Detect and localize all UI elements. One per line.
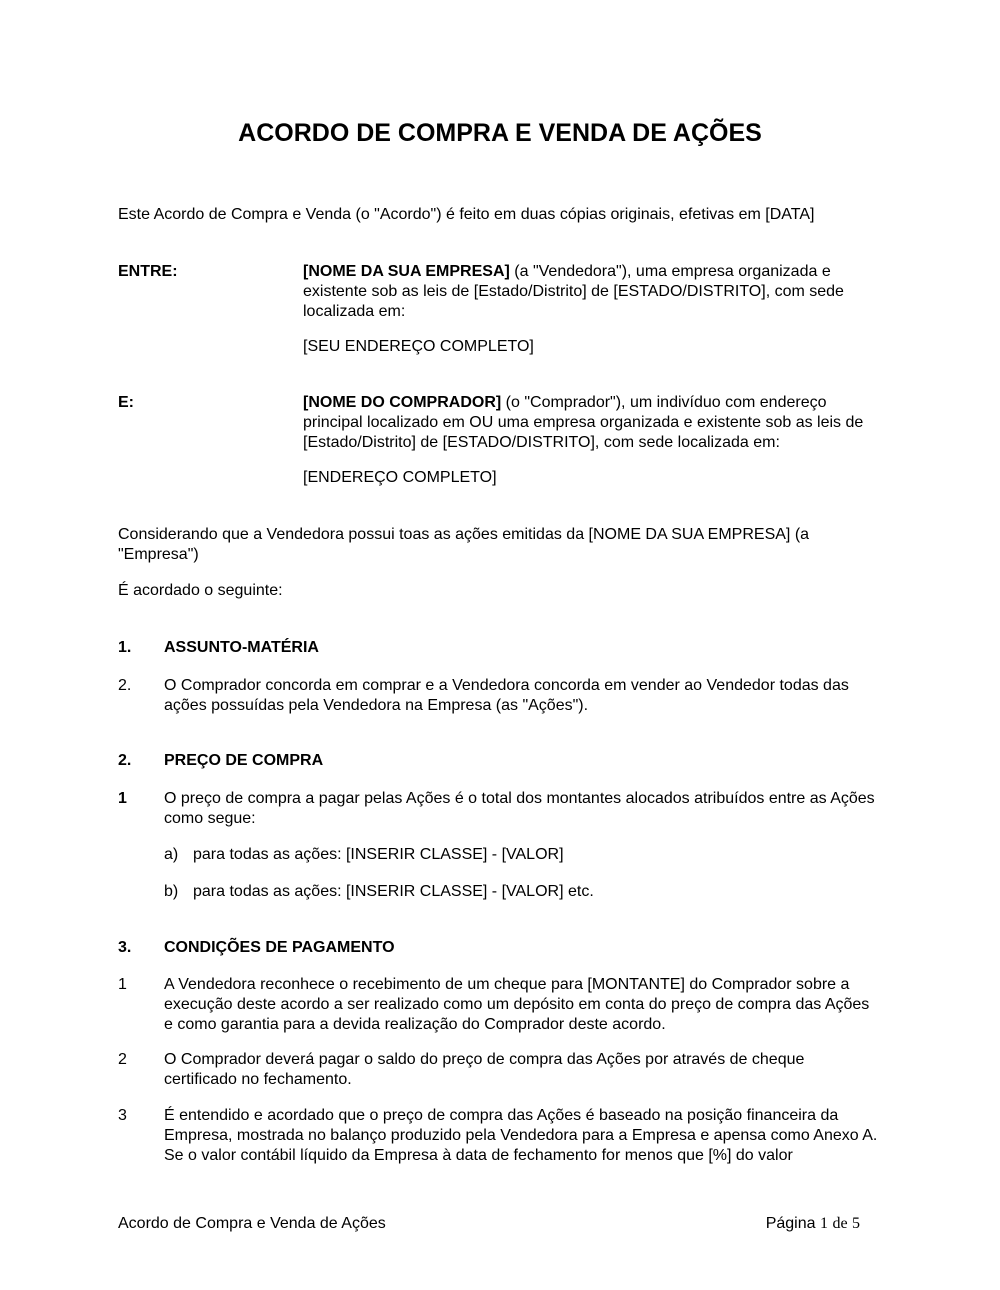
footer-page-label: Página <box>765 1215 816 1232</box>
section3-item2-text: O Comprador deverá pagar o saldo do preço de compra das Ações por através de cheque certificado no fechamento. <box>164 1051 805 1088</box>
section1-heading: ASSUNTO-MATÉRIA <box>164 639 319 656</box>
section2-number: 2. <box>118 752 132 769</box>
section1-number: 1. <box>118 639 132 656</box>
section2-sub-b-text: para todas as ações: [INSERIR CLASSE] - [VALOR] etc. <box>193 883 594 900</box>
party1-description <box>303 262 883 322</box>
footer-page-number <box>766 1214 860 1234</box>
section3-number: 3. <box>118 939 132 956</box>
section1-item-number: 2. <box>118 677 132 694</box>
section2-sub-a-text: para todas as ações: [INSERIR CLASSE] - [VALOR] <box>193 846 564 863</box>
document-title: ACORDO DE COMPRA E VENDA DE AÇÕES <box>238 119 762 147</box>
section3-item2-number: 2 <box>118 1051 127 1068</box>
party2-name: [NOME DO COMPRADOR] <box>303 394 502 411</box>
section3-item3-text: É entendido e acordado que o preço de compra das Ações é baseado na posição financeira da Empresa, mostrada no balanço produzido pela Vendedora para a Empresa e apensa como Anexo A. Se o valor contábil líquido da Empresa à data de fechamento for menos que [%] do valor <box>164 1107 878 1164</box>
footer-page-total: 5 <box>852 1215 860 1232</box>
party1-name: [NOME DA SUA EMPRESA] <box>303 263 510 280</box>
party2-text: (o "Comprador"), um indivíduo com endereço principal localizado em OU uma empresa organizada e existente sob as leis de [Estado/Distrito] de [ESTADO/DISTRITO], com sede localizada em: <box>303 394 864 451</box>
section3-item1-text: A Vendedora reconhece o recebimento de um cheque para [MONTANTE] do Comprador sobre a execução deste acordo a ser realizado como um depósito em conta do preço de compra das Ações e como garantia para a devida realização do Comprador deste acordo. <box>164 976 870 1033</box>
section2-item-text: O preço de compra a pagar pelas Ações é o total dos montantes alocados atribuídos entre as Ações como segue: <box>164 790 875 827</box>
section3-item3-number: 3 <box>118 1107 127 1124</box>
section3-heading: CONDIÇÕES DE PAGAMENTO <box>164 939 395 956</box>
party1-text: (a "Vendedora"), uma empresa organizada e existente sob as leis de [Estado/Distrito] de [ESTADO/DISTRITO], com sede localizada em: <box>303 263 844 320</box>
whereas-paragraph: Considerando que a Vendedora possui toas as ações emitidas da [NOME DA SUA EMPRESA] (a "Empresa") <box>118 526 810 563</box>
footer-page-current: 1 <box>819 1215 828 1232</box>
footer-page-of: de <box>832 1215 848 1232</box>
section1-item-text: O Comprador concorda em comprar e a Vendedora concorda em vender ao Vendedor todas das ações possuídas pela Vendedora na Empresa (as "Ações"). <box>164 677 849 714</box>
party2-description <box>303 393 883 453</box>
section2-sub-a-letter: a) <box>164 846 179 863</box>
section2-item-number: 1 <box>118 790 127 807</box>
agreed-paragraph: É acordado o seguinte: <box>118 582 283 599</box>
party2-address: [ENDEREÇO COMPLETO] <box>303 469 497 486</box>
footer-document-name: Acordo de Compra e Venda de Ações <box>118 1215 386 1232</box>
party1-address: [SEU ENDEREÇO COMPLETO] <box>303 338 534 355</box>
party2-label: E: <box>118 394 134 411</box>
intro-paragraph: Este Acordo de Compra e Venda (o "Acordo") é feito em duas cópias originais, efetivas em [DATA] <box>118 206 815 223</box>
section2-sub-b-letter: b) <box>164 883 179 900</box>
section3-item1-number: 1 <box>118 976 127 993</box>
section2-heading: PREÇO DE COMPRA <box>164 752 324 769</box>
party1-label: ENTRE: <box>118 263 178 280</box>
